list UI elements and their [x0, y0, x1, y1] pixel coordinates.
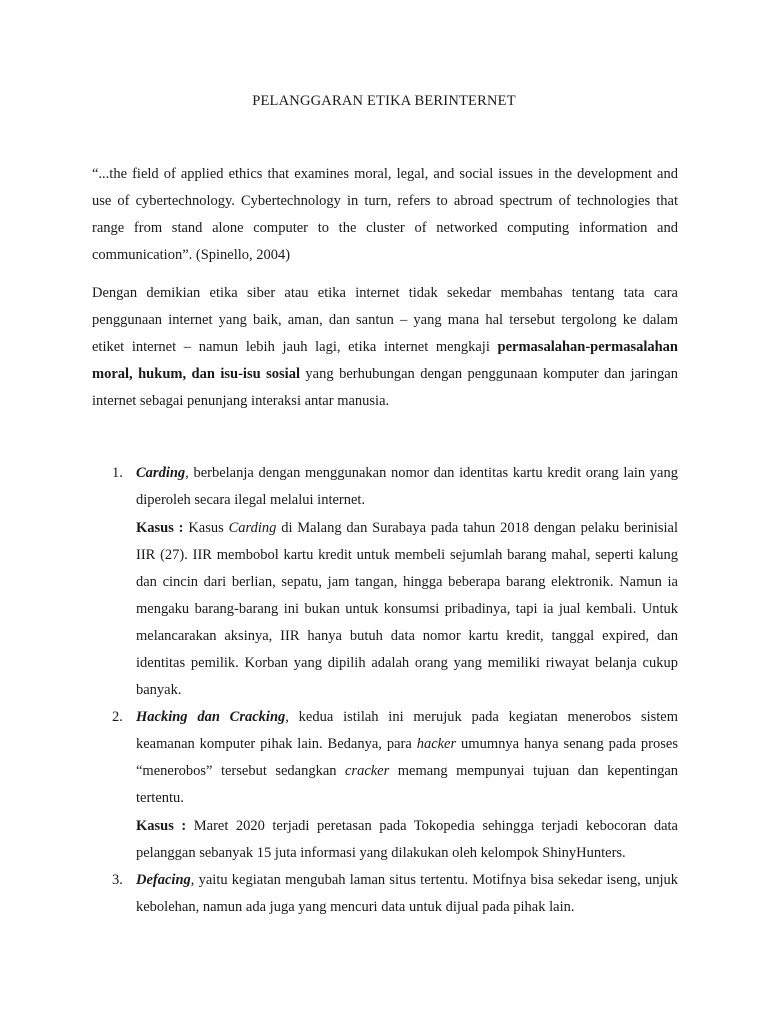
case-label: Kasus :	[136, 818, 187, 834]
case-label: Kasus :	[136, 520, 184, 536]
hacker-term: hacker	[416, 736, 457, 752]
case-italic-term: Carding	[228, 520, 277, 536]
intro-paragraph	[92, 280, 678, 415]
case-text: Kasus	[183, 520, 229, 536]
item-definition	[136, 460, 678, 514]
list-number: 1.	[112, 465, 123, 481]
list-number: 2.	[112, 709, 123, 725]
list-item-carding	[92, 460, 678, 704]
item-term: Defacing	[136, 872, 191, 888]
quote-paragraph: “...the field of applied ethics that examines moral, legal, and social issues in the development and use of cybertechnology. Cybertechnology in turn, refers to abroad spectrum of technologies that range from stand alone computer to the cluster of networked computing information and communication”. (Spinello, 2004)	[92, 166, 678, 263]
item-definition-text: memang mempunyai tujuan dan kepentingan tertentu.	[136, 763, 678, 806]
case-text: Maret 2020 terjadi peretasan pada Tokopedia sehingga terjadi kebocoran data pelanggan sebanyak 15 juta informasi yang dilakukan oleh kelompok ShinyHunters.	[136, 818, 678, 861]
item-definition	[136, 704, 678, 812]
item-definition-text: , kedua istilah ini merujuk pada kegiatan menerobos sistem keamanan komputer pihak lain. Bedanya, para	[136, 709, 679, 752]
intro-text: Dengan demikian etika siber atau etika internet tidak sekedar membahas tentang tata cara penggunaan internet yang baik, aman, dan santun – yang mana hal tersebut tergolong ke dalam etiket internet – namun lebih jauh lagi, etika internet mengkaji	[92, 285, 678, 355]
item-case	[136, 515, 678, 704]
document-title: PELANGGARAN ETIKA BERINTERNET	[252, 93, 516, 109]
item-term: Carding	[136, 465, 186, 481]
item-definition-text: umumnya hanya senang pada proses “menerobos” tersebut sedangkan	[136, 736, 678, 779]
cracker-term: cracker	[344, 763, 390, 779]
item-definition-text: , berbelanja dengan menggunakan nomor dan identitas kartu kredit orang lain yang diperoleh secara ilegal melalui internet.	[136, 465, 678, 508]
item-definition-text: , yaitu kegiatan mengubah laman situs tertentu. Motifnya bisa sekedar iseng, unjuk kebolehan, namun ada juga yang mencuri data untuk dijual pada pihak lain.	[136, 872, 678, 915]
item-case	[136, 813, 678, 867]
item-term: Hacking dan Cracking	[136, 709, 286, 725]
intro-text-end: yang berhubungan dengan penggunaan komputer dan jaringan internet sebagai penunjang interaksi antar manusia.	[92, 366, 678, 409]
violation-list	[92, 460, 678, 921]
list-item-defacing	[92, 867, 678, 921]
case-text-rest: di Malang dan Surabaya pada tahun 2018 dengan pelaku berinisial IIR (27). IIR membobol kartu kredit untuk membeli sejumlah barang mahal, seperti kalung dan cincin dari berlian, sepatu, jam tangan, hingga beberapa barang elektronik. Namun ia mengaku barang-barang ini bukan untuk konsumsi pribadinya, tapi ia jual kembali. Untuk melancarakan aksinya, IIR hanya butuh data nomor kartu kredit, tanggal expired, dan identitas pemilik. Korban yang dipilih adalah orang yang memiliki riwayat belanja cukup banyak.	[136, 520, 678, 698]
item-definition	[136, 867, 678, 921]
intro-bold-text: permasalahan-permasalahan moral, hukum, dan isu-isu sosial	[92, 339, 678, 382]
list-item-hacking	[92, 704, 678, 867]
list-number: 3.	[112, 872, 123, 888]
